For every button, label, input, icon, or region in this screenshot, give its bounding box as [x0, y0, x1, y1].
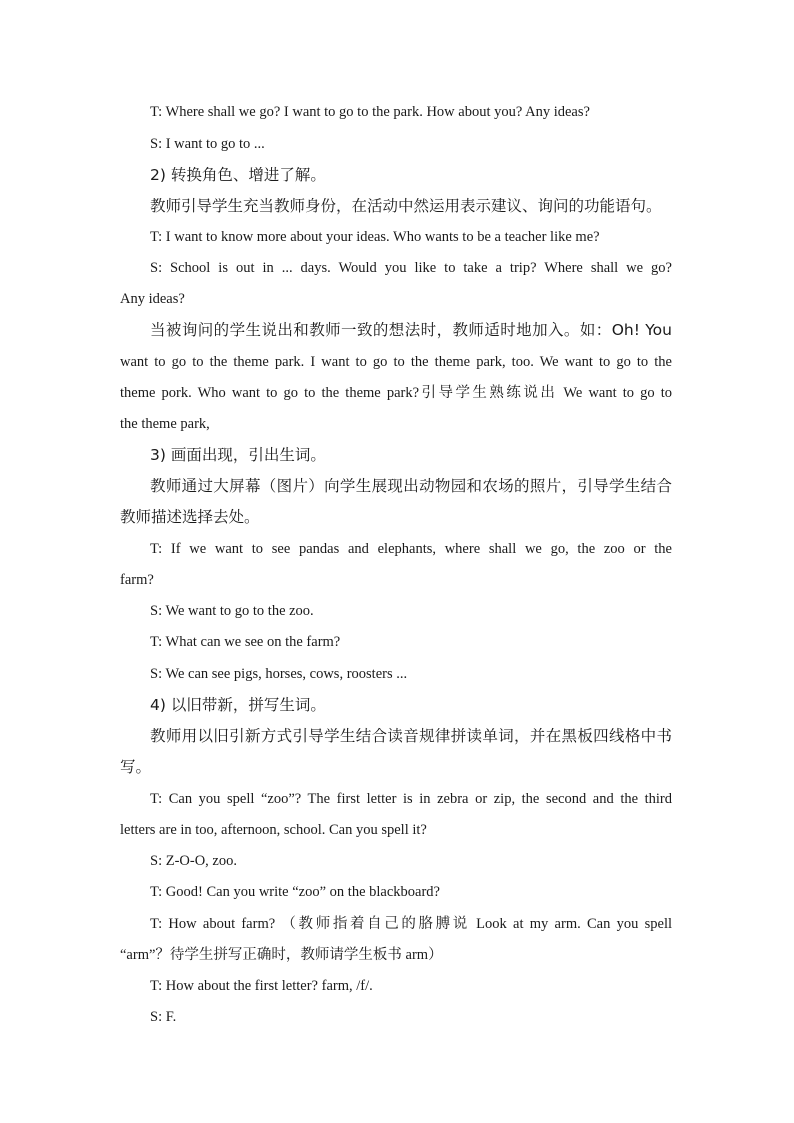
dialogue-line: T: Where shall we go? I want to go to the park. How about you? Any ideas? [150, 104, 590, 120]
paragraph-line: 写。 [120, 758, 152, 776]
dialogue-line: T: How about farm? （教师指着自己的胳膊说 Look at my arm. Can you spell [150, 916, 672, 932]
dialogue-line: S: Z-O-O, zoo. [150, 853, 237, 869]
dialogue-line: letters are in too, afternoon, school. Can you spell it? [120, 822, 427, 838]
dialogue-line: T: Good! Can you write “zoo” on the blackboard? [150, 884, 440, 900]
dialogue-line: T: If we want to see pandas and elephants, where shall we go, the zoo or the [150, 541, 672, 557]
paragraph-line: 教师通过大屏幕（图片）向学生展现出动物园和农场的照片，引导学生结合 [150, 477, 672, 495]
dialogue-line: T: What can we see on the farm? [150, 634, 341, 650]
paragraph-line: theme pork. Who want to go to the theme park?引导学生熟练说出 We want to go to [120, 385, 672, 401]
dialogue-line: farm? [120, 572, 154, 588]
section-heading: 2) 转换角色、增进了解。 [150, 166, 326, 184]
paragraph-line: want to go to the theme park. I want to go to the theme park, too. We want to go to the [120, 354, 672, 370]
dialogue-line: “arm”？待学生拼写正确时，教师请学生板书 arm） [120, 947, 443, 963]
dialogue-line: T: How about the first letter? farm, /f/. [150, 978, 373, 994]
paragraph-line: the theme park, [120, 416, 210, 432]
dialogue-line: T: I want to know more about your ideas. Who wants to be a teacher like me? [150, 229, 600, 245]
dialogue-line: S: School is out in ... days. Would you like to take a trip? Where shall we go? [150, 260, 672, 276]
paragraph-line: 教师引导学生充当教师身份，在活动中然运用表示建议、询问的功能语句。 [150, 197, 662, 215]
dialogue-line: T: Can you spell “zoo”? The first letter is in zebra or zip, the second and the third [150, 791, 672, 807]
paragraph-line: 教师用以旧引新方式引导学生结合读音规律拼读单词，并在黑板四线格中书 [150, 727, 672, 745]
paragraph-line: 当被询问的学生说出和教师一致的想法时，教师适时地加入。如：Oh! You [150, 321, 672, 339]
section-heading: 3) 画面出现，引出生词。 [150, 446, 326, 464]
dialogue-line: S: F. [150, 1009, 177, 1025]
dialogue-line: S: I want to go to ... [150, 136, 265, 152]
dialogue-line: S: We want to go to the zoo. [150, 603, 314, 619]
section-heading: 4) 以旧带新，拼写生词。 [150, 696, 326, 714]
paragraph-line: 教师描述选择去处。 [120, 508, 260, 526]
dialogue-line: S: We can see pigs, horses, cows, roosters ... [150, 666, 408, 682]
dialogue-line: Any ideas? [120, 291, 185, 307]
